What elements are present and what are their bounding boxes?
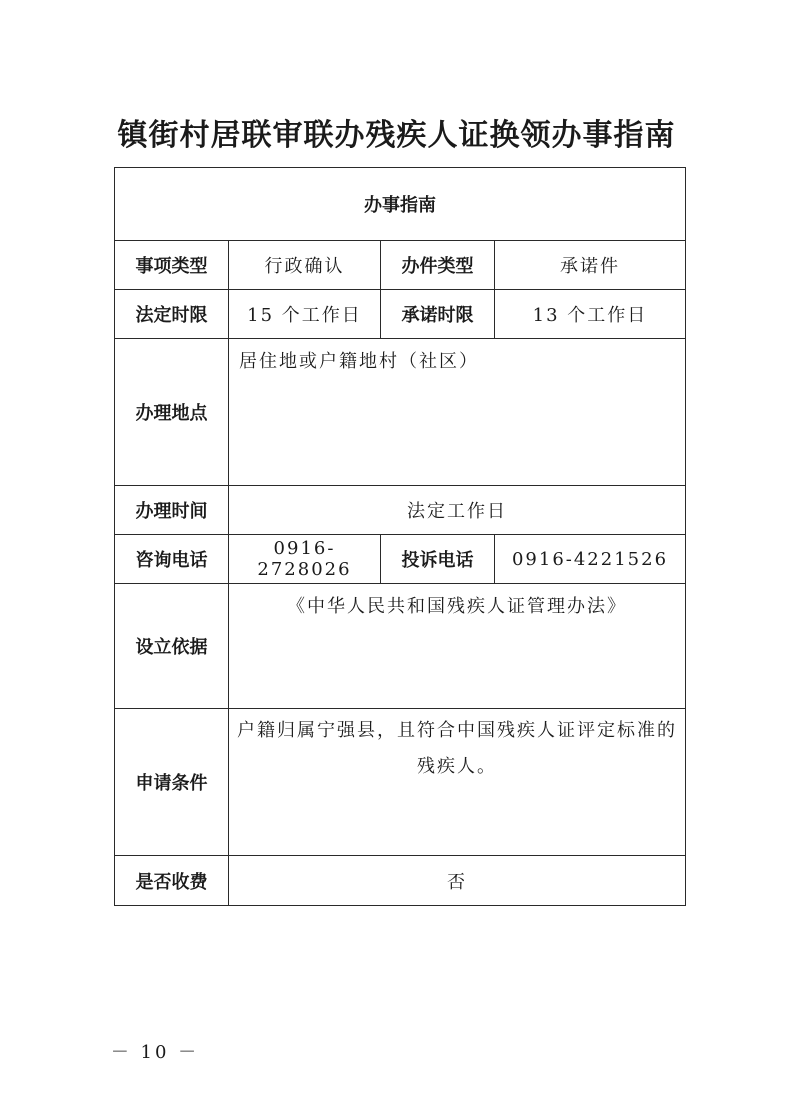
- fee-value: 否: [229, 856, 686, 906]
- fee-label: 是否收费: [115, 856, 229, 906]
- basis-value: 《中华人民共和国残疾人证管理办法》: [229, 584, 686, 709]
- table-row: [115, 241, 686, 290]
- complaint-phone-label: 投诉电话: [381, 535, 495, 584]
- conditions-value: 户籍归属宁强县，且符合中国残疾人证评定标准的残疾人。: [237, 720, 677, 777]
- table-row: [115, 339, 686, 486]
- conditions-cell: [229, 709, 686, 856]
- service-guide-table: [114, 167, 686, 906]
- case-type-value: 承诺件: [495, 241, 686, 290]
- conditions-label: 申请条件: [115, 709, 229, 856]
- promised-limit-value: 13 个工作日: [495, 290, 686, 339]
- document-title: 镇街村居联审联办残疾人证换领办事指南: [117, 118, 676, 153]
- hours-label: 办理时间: [115, 486, 229, 535]
- table-heading: 办事指南: [115, 168, 686, 241]
- consult-phone-label: 咨询电话: [115, 535, 229, 584]
- table-row: [115, 290, 686, 339]
- hours-value: 法定工作日: [229, 486, 686, 535]
- case-type-label: 办件类型: [381, 241, 495, 290]
- page-number: － 10 －: [110, 1042, 200, 1063]
- table-row: [115, 535, 686, 584]
- table-heading-row: [115, 168, 686, 241]
- location-label: 办理地点: [115, 339, 229, 486]
- table-row: [115, 709, 686, 856]
- item-type-label: 事项类型: [115, 241, 229, 290]
- table-row: [115, 584, 686, 709]
- item-type-value: 行政确认: [229, 241, 381, 290]
- consult-phone-value: 0916-2728026: [229, 535, 381, 584]
- legal-limit-value: 15 个工作日: [229, 290, 381, 339]
- complaint-phone-value: 0916-4221526: [495, 535, 686, 584]
- basis-label: 设立依据: [115, 584, 229, 709]
- table-row: [115, 486, 686, 535]
- promised-limit-label: 承诺时限: [381, 290, 495, 339]
- table-row: [115, 856, 686, 906]
- location-value: 居住地或户籍地村（社区）: [229, 339, 686, 486]
- legal-limit-label: 法定时限: [115, 290, 229, 339]
